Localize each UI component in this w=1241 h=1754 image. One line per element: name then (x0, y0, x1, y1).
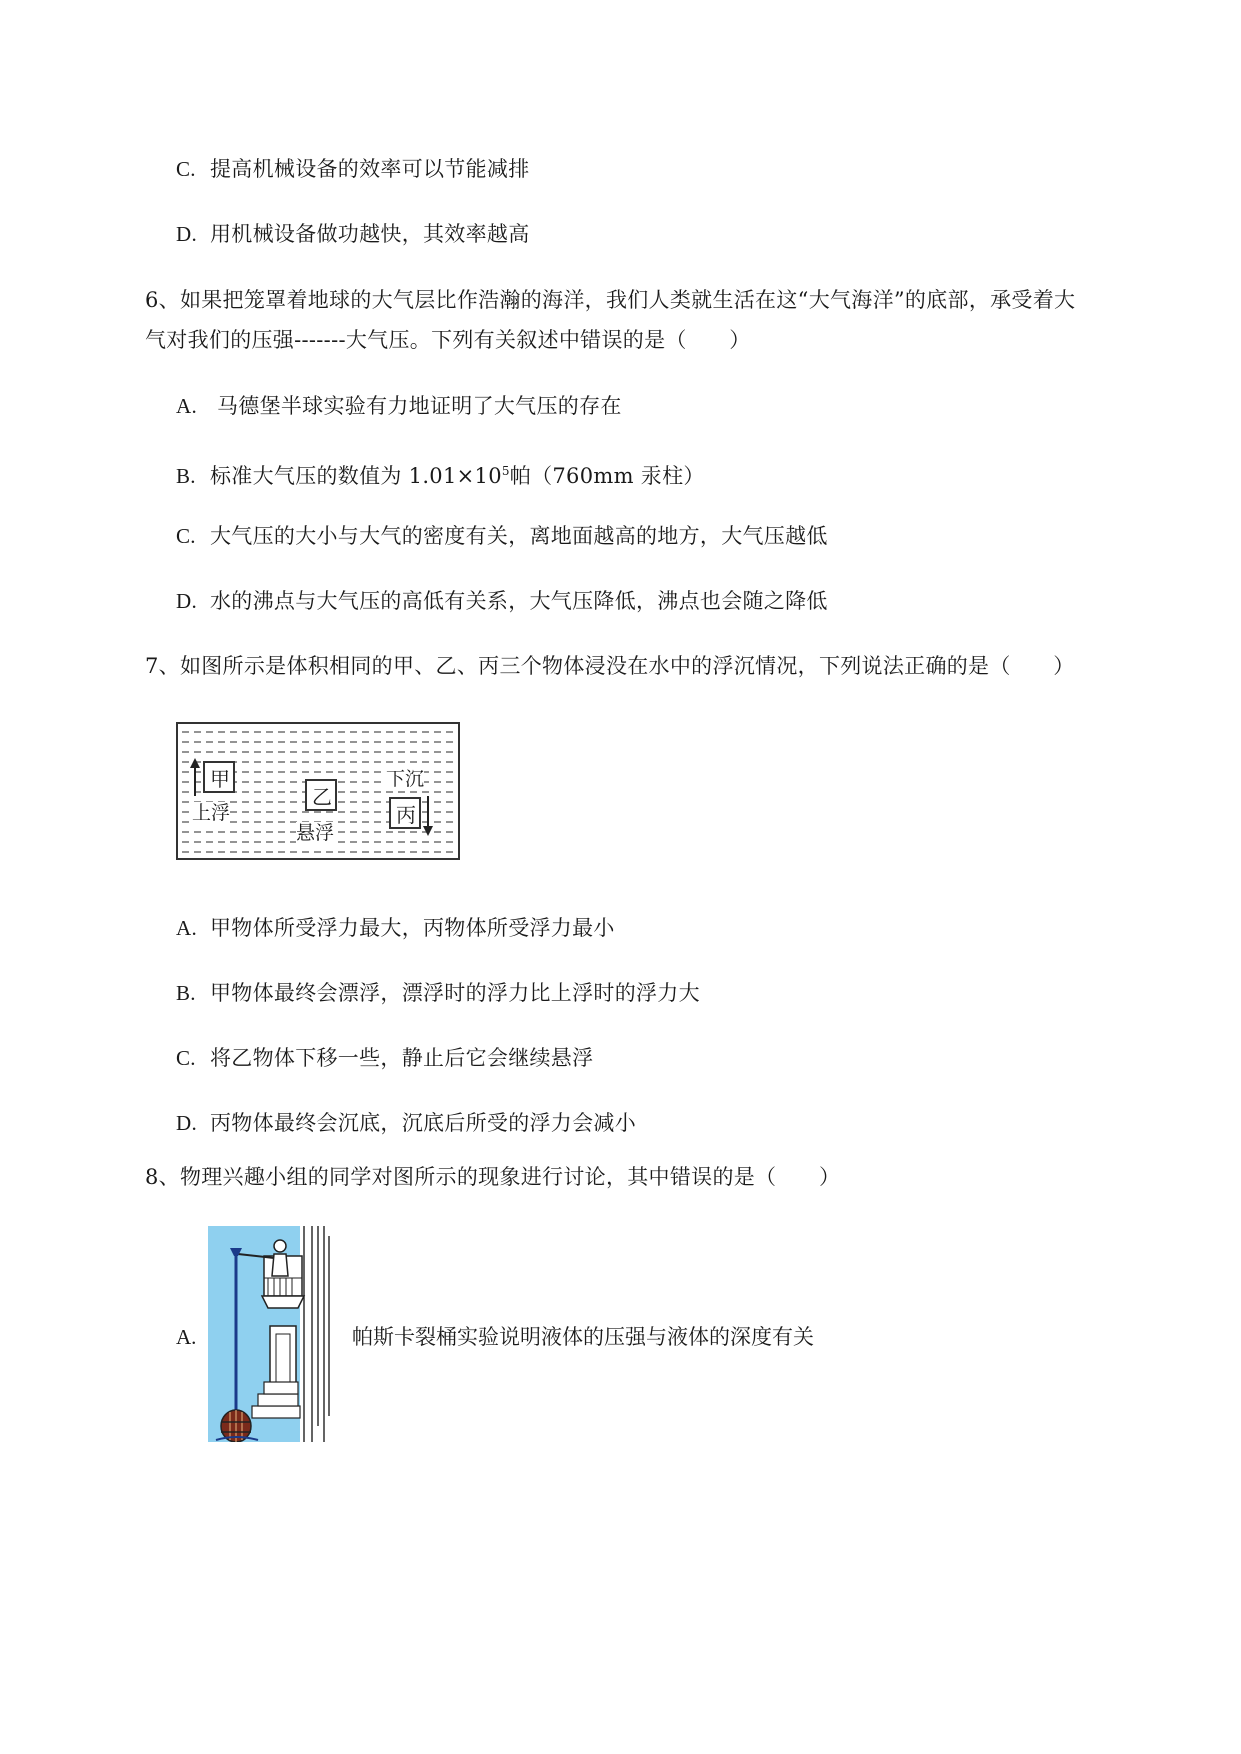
q8-stem: 8、物理兴趣小组的同学对图所示的现象进行讨论，其中错误的是（ ） (145, 1165, 841, 1189)
option-text: 用机械设备做功越快，其效率越高 (210, 222, 530, 246)
option-text: 提高机械设备的效率可以节能减排 (210, 157, 530, 181)
q5-option-c (176, 154, 530, 184)
q5-option-d (176, 219, 530, 249)
q7-option-c (176, 1043, 593, 1073)
q7-option-a (176, 913, 615, 943)
option-letter: C. (176, 1046, 196, 1070)
q8-option-a-text: 帕斯卡裂桶实验说明液体的压强与液体的深度有关 (352, 1325, 814, 1349)
option-text: 将乙物体下移一些，静止后它会继续悬浮 (210, 1046, 594, 1070)
q6-stem-line1: 6、如果把笼罩着地球的大气层比作浩瀚的海洋，我们人类就生活在这“大气海洋”的底部，承受着大 (145, 288, 1076, 312)
exponent: 5 (501, 464, 510, 478)
q6-option-a (176, 391, 622, 421)
pascal-barrel-drawing (208, 1226, 332, 1442)
object-jia-label: 甲 (210, 767, 230, 791)
pascal-barrel-figure (208, 1226, 332, 1442)
option-letter: D. (176, 1111, 198, 1135)
option-letter: D. (176, 589, 198, 613)
option-letter: D. (176, 222, 198, 246)
q7-stem: 7、如图所示是体积相同的甲、乙、丙三个物体浸没在水中的浮沉情况，下列说法正确的是（ ） (145, 654, 1075, 678)
down-arrowhead-icon (423, 826, 433, 836)
option-text-before: 标准大气压的数值为 1.01×10 (210, 464, 502, 488)
label-suspend: 悬浮 (296, 822, 335, 844)
option-letter: A. (176, 394, 198, 418)
q8-option-a-letter: A. (176, 1325, 197, 1349)
label-float-up: 上浮 (192, 802, 231, 824)
q7-option-d (176, 1108, 636, 1138)
option-text: 马德堡半球实验有力地证明了大气压的存在 (210, 394, 622, 418)
object-yi-label: 乙 (312, 785, 332, 809)
q7-option-b (176, 978, 700, 1008)
q6-option-c (176, 521, 828, 551)
option-text: 丙物体最终会沉底，沉底后所受的浮力会减小 (210, 1111, 636, 1135)
q6-stem-line2: 气对我们的压强-------大气压。下列有关叙述中错误的是（ ） (145, 328, 751, 352)
option-text: 甲物体所受浮力最大，丙物体所受浮力最小 (210, 916, 615, 940)
label-sink: 下沉 (386, 768, 425, 790)
option-letter: C. (176, 157, 196, 181)
option-letter: B. (176, 981, 196, 1005)
q6-option-b (176, 456, 705, 491)
option-text: 大气压的大小与大气的密度有关，离地面越高的地方，大气压越低 (210, 524, 828, 548)
option-letter: C. (176, 524, 196, 548)
up-arrowhead-icon (190, 758, 200, 768)
option-letter: B. (176, 464, 196, 488)
option-text-after: 帕（760mm 汞柱） (509, 464, 705, 488)
object-bing-label: 丙 (396, 803, 416, 827)
q6-option-d (176, 586, 828, 616)
buoyancy-figure (176, 722, 460, 860)
option-letter: A. (176, 916, 198, 940)
option-text: 水的沸点与大气压的高低有关系，大气压降低，沸点也会随之降低 (210, 589, 828, 613)
person-head-icon (274, 1240, 286, 1252)
option-text: 甲物体最终会漂浮，漂浮时的浮力比上浮时的浮力大 (210, 981, 700, 1005)
